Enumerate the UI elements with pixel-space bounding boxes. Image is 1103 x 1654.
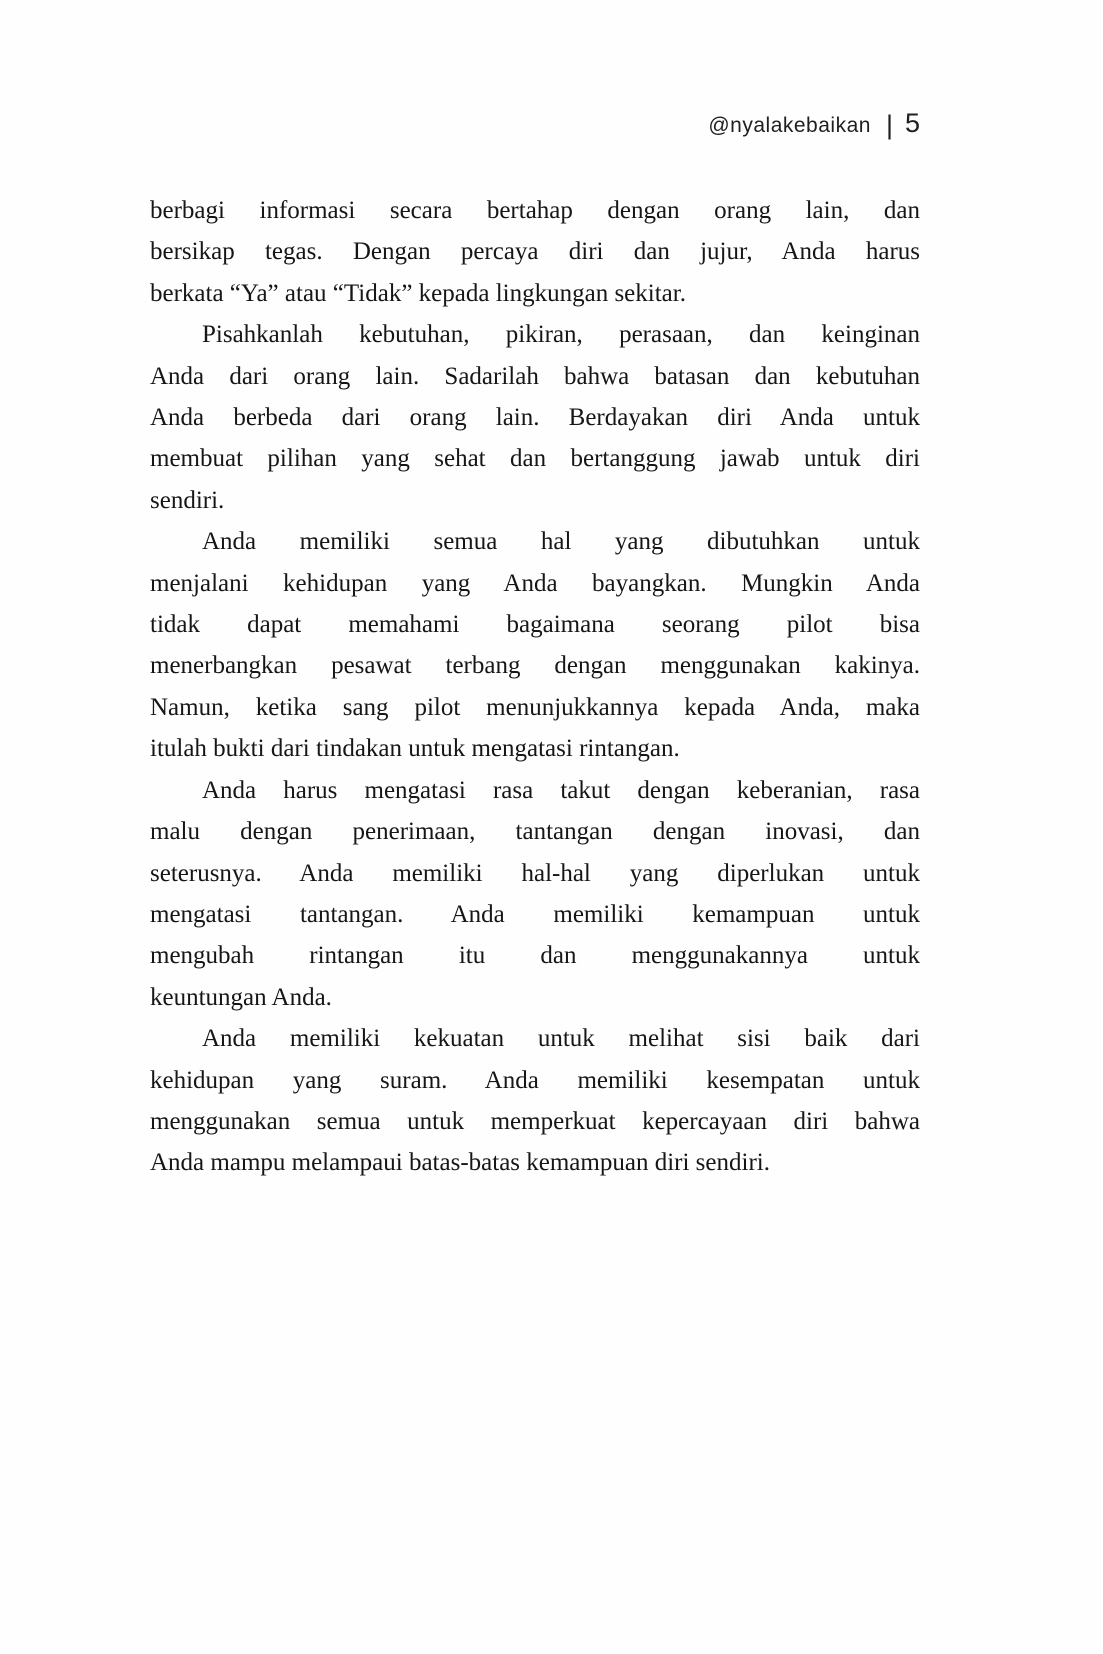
text-line: membuat pilihan yang sehat dan bertanggung jawab untuk diri [150,445,920,473]
text-line: berbagi informasi secara bertahap dengan orang lain, dan [150,197,920,224]
text-line: Namun, ketika sang pilot menunjukkannya kepada Anda, maka [150,693,920,721]
text-line: mengubah rintangan itu dan menggunakannya untuk [150,942,920,970]
paragraph [150,521,920,769]
text-line: Anda berbeda dari orang lain. Berdayakan diri Anda untuk [150,404,920,432]
header-handle: @nyalakebaikan [708,114,871,137]
text-line: itulah bukti dari tindakan untuk mengatasi rintangan. [150,735,680,763]
paragraph [150,1018,920,1184]
text-line: Pisahkanlah kebutuhan, pikiran, perasaan, dan keinginan [202,321,920,349]
page-number: 5 [904,108,920,138]
text-line: bersikap tegas. Dengan percaya diri dan jujur, Anda harus [150,238,920,266]
text-line: Anda mampu melampaui batas-batas kemampuan diri sendiri. [150,1149,770,1177]
text-line: kehidupan yang suram. Anda memiliki kesempatan untuk [150,1066,920,1094]
text-line: Anda harus mengatasi rasa takut dengan keberanian, rasa [202,776,920,804]
text-line: Anda memiliki kekuatan untuk melihat sisi baik dari [202,1025,920,1053]
text-line: Anda dari orang lain. Sadarilah bahwa batasan dan kebutuhan [150,362,920,390]
text-line: menjalani kehidupan yang Anda bayangkan. Mungkin Anda [150,569,920,597]
text-line: menerbangkan pesawat terbang dengan menggunakan kakinya. [150,652,920,680]
text-line: berkata “Ya” atau “Tidak” kepada lingkungan sekitar. [150,279,686,307]
paragraph [150,770,920,1018]
paragraph [150,190,920,314]
text-line: sendiri. [150,486,225,514]
paragraph [150,314,920,521]
text-line: keuntungan Anda. [150,983,332,1011]
body-text [150,190,920,1184]
text-line: tidak dapat memahami bagaimana seorang pilot bisa [150,611,920,639]
page-header [0,108,920,139]
text-line: mengatasi tantangan. Anda memiliki kemampuan untuk [150,900,920,928]
text-line: Anda memiliki semua hal yang dibutuhkan untuk [202,528,920,556]
header-separator: | [885,110,893,140]
text-line: malu dengan penerimaan, tantangan dengan inovasi, dan [150,818,920,846]
text-line: seterusnya. Anda memiliki hal-hal yang diperlukan untuk [150,859,920,887]
text-line: menggunakan semua untuk memperkuat kepercayaan diri bahwa [150,1107,920,1135]
